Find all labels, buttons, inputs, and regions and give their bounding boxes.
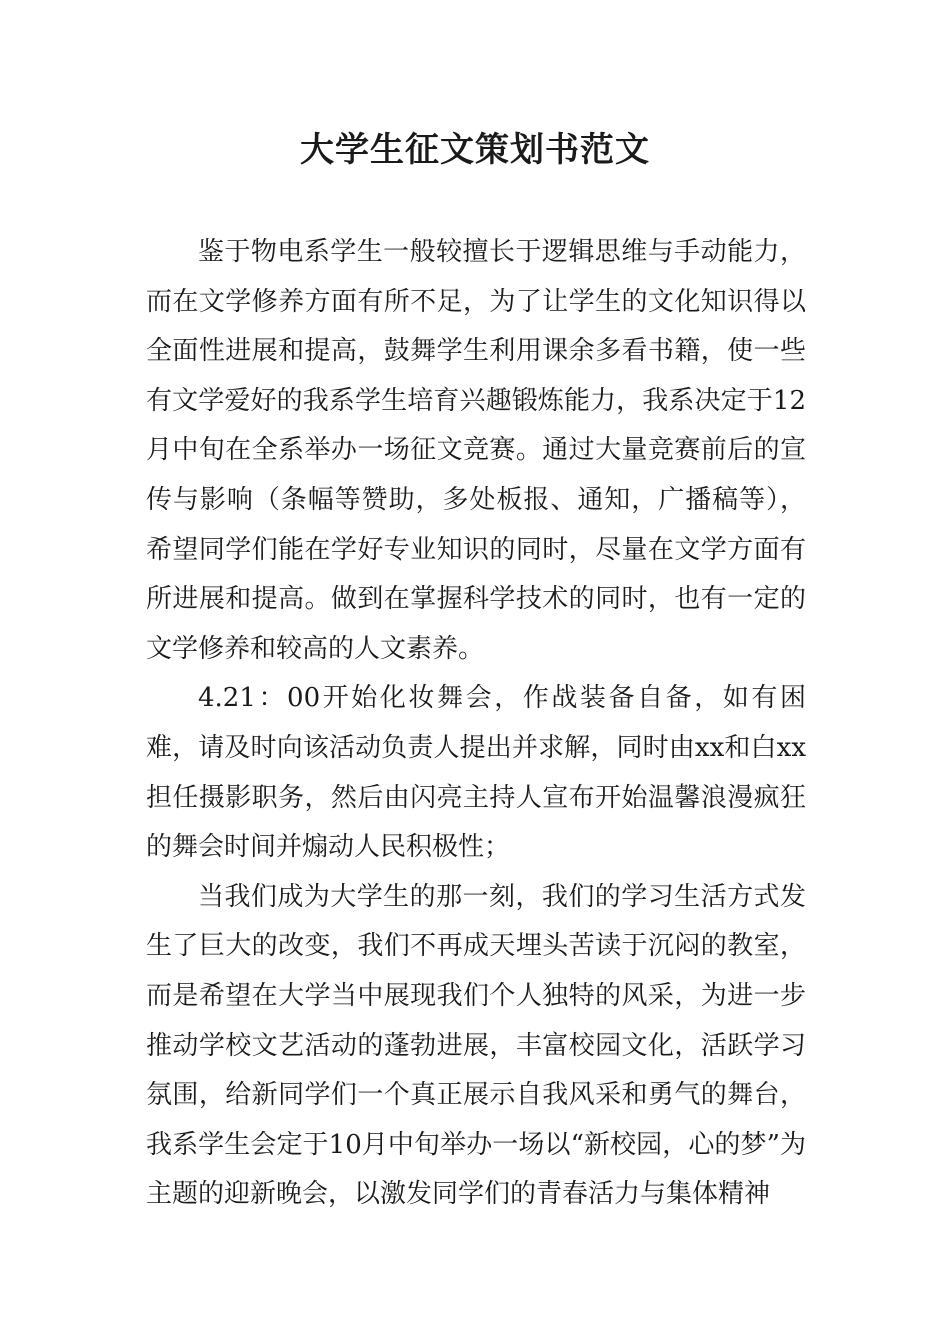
document-title: 大学生征文策划书范文 <box>300 130 650 170</box>
document-body <box>146 228 806 1220</box>
paragraph-3: 当我们成为大学生的那一刻，我们的学习生活方式发生了巨大的改变，我们不再成天埋头苦读于沉闷的教室，而是希望在大学当中展现我们个人独特的风采，为进一步推动学校文艺活动的蓬勃进展，丰富校园文化，活跃学习氛围，给新同学们一个真正展示自我风采和勇气的舞台，我系学生会定于10月中旬举办一场以“新校园，心的梦”为主题的迎新晚会，以激发同学们的青春活力与集体精神 <box>146 881 806 1210</box>
paragraph-1: 鉴于物电系学生一般较擅长于逻辑思维与手动能力，而在文学修养方面有所不足，为了让学生的文化知识得以全面性进展和提高，鼓舞学生利用课余多看书籍，使一些有文学爱好的我系学生培育兴趣锻炼能力，我系决定于12月中旬在全系举办一场征文竞赛。通过大量竞赛前后的宣传与影响（条幅等赞助，多处板报、通知，广播稿等），希望同学们能在学好专业知识的同时，尽量在文学方面有所进展和提高。做到在掌握科学技术的同时，也有一定的文学修养和较高的人文素养。 <box>146 237 806 664</box>
paragraph-2: 4.21：00开始化妆舞会，作战装备自备，如有困难，请及时向该活动负责人提出并求解，同时由xx和白xx担任摄影职务，然后由闪亮主持人宣布开始温馨浪漫疯狂的舞会时间并煽动人民积极性； <box>146 683 806 863</box>
